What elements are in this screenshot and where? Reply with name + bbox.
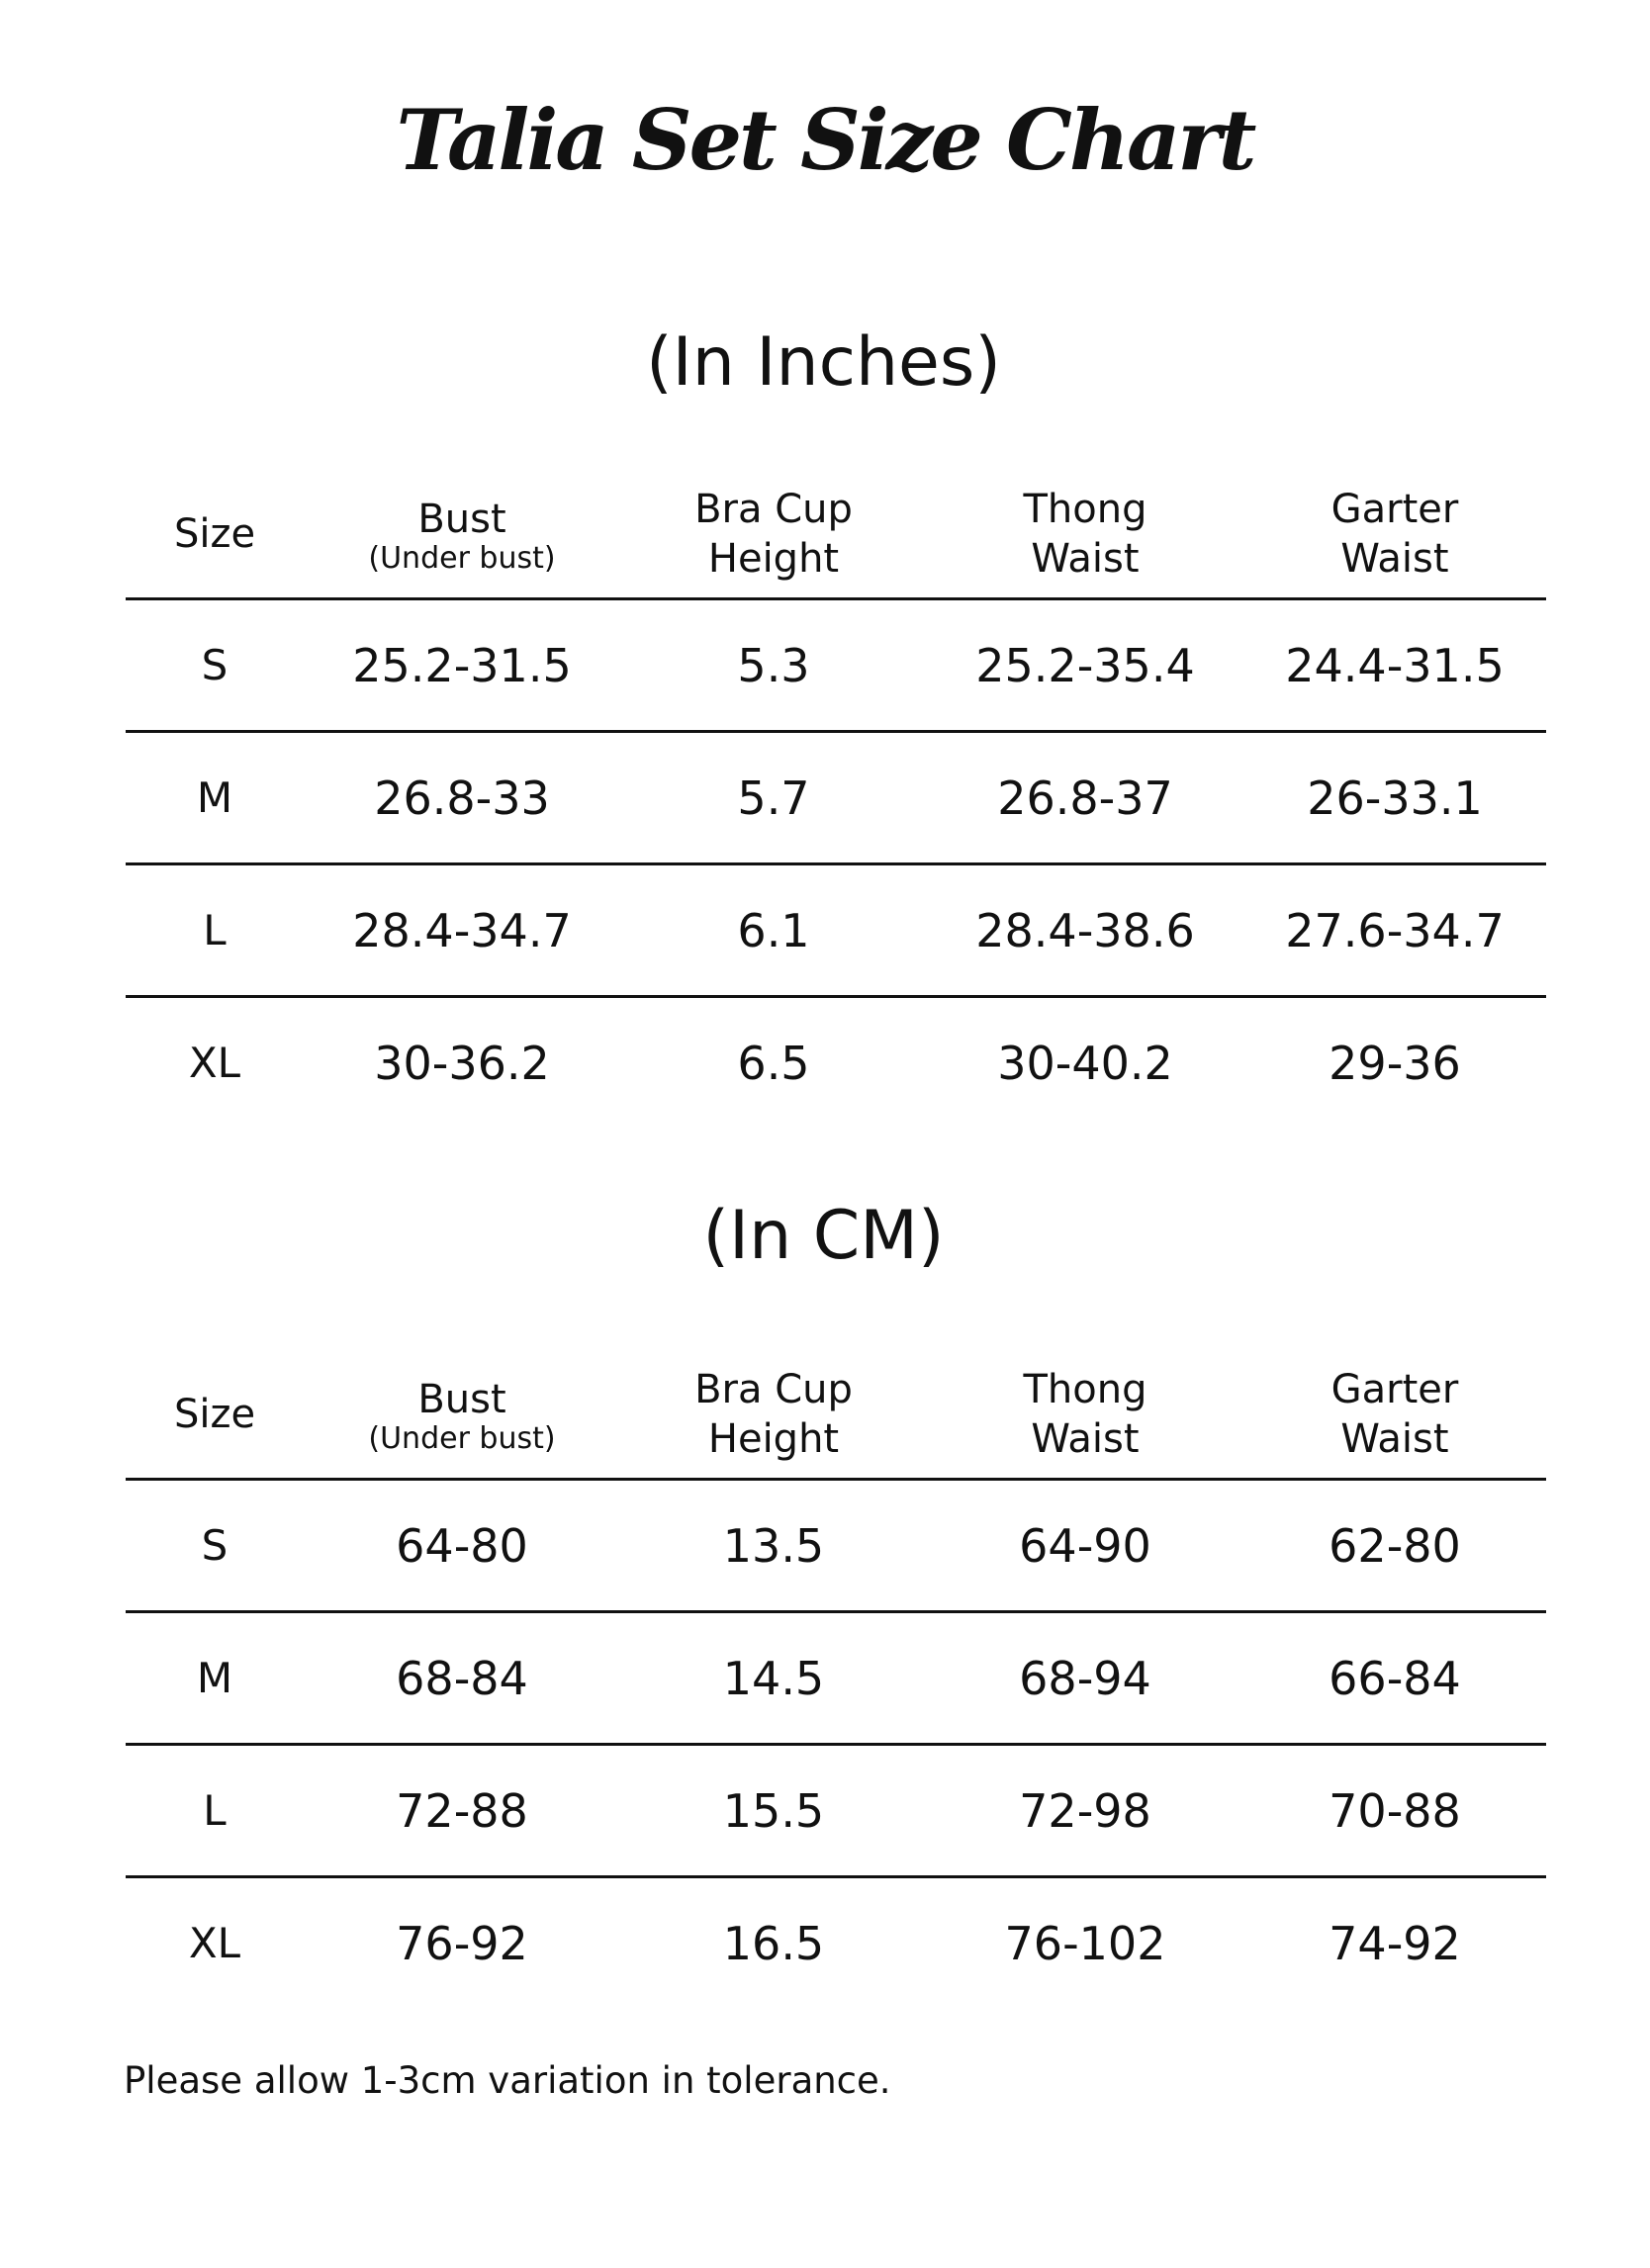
cell-size: XL — [188, 1039, 241, 1087]
cell-thong: 68-94 — [1019, 1651, 1151, 1705]
cell-thong: 26.8-37 — [997, 771, 1173, 825]
cell-thong: 76-102 — [1004, 1916, 1166, 1970]
header-bust-label: Bust — [417, 497, 506, 542]
page-title: Talia Set Size Chart — [396, 91, 1254, 189]
cell-bust: 72-88 — [396, 1783, 528, 1838]
cell-bra-cup: 15.5 — [722, 1783, 825, 1838]
cell-bust: 64-80 — [396, 1518, 528, 1573]
header-size — [126, 471, 304, 597]
header-garter-line2: Waist — [1340, 536, 1449, 582]
cell-garter: 29-36 — [1329, 1036, 1461, 1090]
cell-bra-cup: 5.7 — [737, 771, 810, 825]
table-row — [126, 733, 1546, 865]
header-bust — [304, 471, 620, 597]
header-bust-sublabel: (Under bust) — [368, 541, 556, 576]
cm-size-table — [126, 1351, 1546, 2008]
cm-section-heading: (In CM) — [702, 1197, 945, 1275]
cell-bra-cup: 13.5 — [722, 1518, 825, 1573]
inches-section-heading: (In Inches) — [646, 323, 1001, 402]
header-thong-waist — [927, 1351, 1243, 1478]
header-garter-line1: Garter — [1330, 1367, 1459, 1412]
table-row — [126, 600, 1546, 733]
header-bra-cup-height — [620, 471, 927, 597]
table-row — [126, 998, 1546, 1128]
header-garter-waist — [1243, 471, 1546, 597]
header-thong-line2: Waist — [1031, 536, 1140, 582]
header-size-label: Size — [173, 511, 256, 557]
cell-garter: 74-92 — [1329, 1916, 1461, 1970]
cell-bust: 68-84 — [396, 1651, 528, 1705]
cell-size: M — [196, 773, 233, 822]
inches-size-table — [126, 471, 1546, 1128]
header-thong-waist — [927, 471, 1243, 597]
cell-bra-cup: 5.3 — [737, 638, 810, 692]
table-row — [126, 1746, 1546, 1878]
header-thong-line2: Waist — [1031, 1416, 1140, 1462]
cell-thong: 72-98 — [1019, 1783, 1151, 1838]
cell-bust: 30-36.2 — [374, 1036, 550, 1090]
header-bra-cup-line1: Bra Cup — [694, 487, 853, 532]
header-bust-sublabel: (Under bust) — [368, 1421, 556, 1456]
header-thong-line1: Thong — [1023, 487, 1147, 532]
cell-garter: 66-84 — [1329, 1651, 1461, 1705]
cell-bra-cup: 14.5 — [722, 1651, 825, 1705]
header-size-label: Size — [173, 1392, 256, 1437]
cell-garter: 24.4-31.5 — [1285, 638, 1505, 692]
cell-size: XL — [188, 1919, 241, 1967]
header-garter-line1: Garter — [1330, 487, 1459, 532]
cell-bust: 76-92 — [396, 1916, 528, 1970]
header-bra-cup-line1: Bra Cup — [694, 1367, 853, 1412]
cell-bra-cup: 6.5 — [737, 1036, 810, 1090]
table-row — [126, 1481, 1546, 1613]
cell-size: S — [201, 1521, 229, 1570]
cell-bust: 26.8-33 — [374, 771, 550, 825]
table-header-row — [126, 471, 1546, 600]
cell-size: M — [196, 1654, 233, 1702]
header-size — [126, 1351, 304, 1478]
cell-garter: 27.6-34.7 — [1285, 903, 1505, 957]
header-bra-cup-height — [620, 1351, 927, 1478]
cell-garter: 26-33.1 — [1307, 771, 1483, 825]
cell-thong: 28.4-38.6 — [975, 903, 1195, 957]
cell-garter: 70-88 — [1329, 1783, 1461, 1838]
table-row — [126, 1613, 1546, 1746]
cell-size: S — [201, 641, 229, 689]
table-row — [126, 1878, 1546, 2008]
cell-bra-cup: 6.1 — [737, 903, 810, 957]
header-bra-cup-line2: Height — [707, 1416, 840, 1462]
cell-thong: 25.2-35.4 — [975, 638, 1195, 692]
header-bra-cup-line2: Height — [707, 536, 840, 582]
table-header-row — [126, 1351, 1546, 1481]
cell-thong: 30-40.2 — [997, 1036, 1173, 1090]
header-garter-waist — [1243, 1351, 1546, 1478]
cell-bust: 25.2-31.5 — [352, 638, 572, 692]
cell-size: L — [203, 1786, 227, 1835]
tolerance-footnote: Please allow 1-3cm variation in tolerance. — [124, 2059, 891, 2102]
header-garter-line2: Waist — [1340, 1416, 1449, 1462]
header-thong-line1: Thong — [1023, 1367, 1147, 1412]
cell-thong: 64-90 — [1019, 1518, 1151, 1573]
table-row — [126, 865, 1546, 998]
cell-size: L — [203, 906, 227, 954]
cell-garter: 62-80 — [1329, 1518, 1461, 1573]
cell-bra-cup: 16.5 — [722, 1916, 825, 1970]
header-bust-label: Bust — [417, 1377, 506, 1422]
header-bust — [304, 1351, 620, 1478]
cell-bust: 28.4-34.7 — [352, 903, 572, 957]
